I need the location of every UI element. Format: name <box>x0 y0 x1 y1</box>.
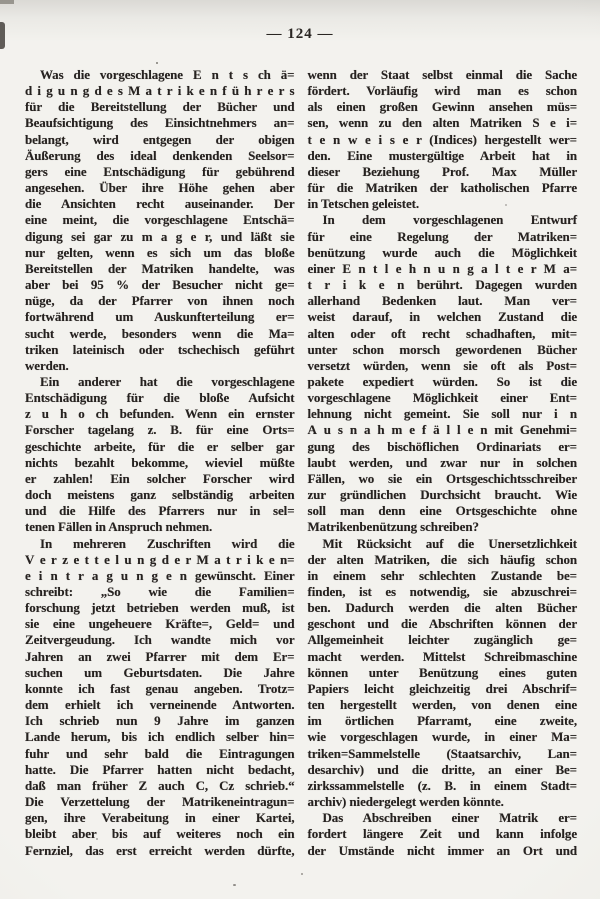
text-line: der alten Matriken, die sich häufig schon <box>307 551 577 567</box>
text-line: dem erhielt ich verneinende Antworten. <box>25 697 295 713</box>
text-line: allerhand Bedenken laut. Man ver= <box>307 293 577 309</box>
text-line: desarchiv) und die dritte, an einer Be= <box>307 761 577 777</box>
text-line: einer E n t l e h n u n g a l t e r M a= <box>307 260 577 276</box>
text-line: Entschädigung für die bloße Aufsicht <box>25 390 295 406</box>
text-line: Ein anderer hat die vorgeschlagene <box>40 373 295 389</box>
text-line: und die Hilfe des Pfarrers nur in sel= <box>25 503 295 519</box>
text-line: alten oder oft recht schadhaften, mit= <box>307 325 577 341</box>
text-line: Mit Rücksicht auf die Unersetzlichkeit <box>322 535 577 551</box>
scan-smudge-corner <box>0 0 14 4</box>
text-line: sen, wenn zu den alten Matriken S e i= <box>307 115 577 131</box>
text-line: tenen Fällen in Anspruch nehmen. <box>25 519 213 535</box>
text-line: zirkssammelstelle (z. B. in einem Stadt= <box>307 777 577 793</box>
text-line: Matrikenbenützung schreiben? <box>307 519 479 535</box>
text-line: Bereitstellen der Matriken handelte, was <box>25 260 295 276</box>
text-line: Das Abschreiben einer Matrik er= <box>322 810 577 826</box>
text-line: gers eine Entschädigung für gebührend <box>25 163 295 179</box>
text-line: schreibt: „So wie die Familien= <box>25 584 295 599</box>
text-line: versetzt würden, wenn sie oft als Post= <box>307 357 577 373</box>
text-line: in Tetschen geleistet. <box>307 196 420 212</box>
text-line: hatte. Die Pfarrer hatten nicht bedacht, <box>25 761 295 777</box>
text-line: nur gelten, wenn es sich um das bloße <box>25 244 295 260</box>
text-line: Allgemeinheit leichter zugänglich ge= <box>307 632 577 648</box>
text-line: Äußerung des ideal denkenden Seelsor= <box>25 147 295 163</box>
text-line: wie vorgeschlagen wurde, in einer Ma= <box>307 729 577 745</box>
text-line: doch meistens ganz selbständig arbeiten <box>25 487 295 503</box>
text-line: Papiers leicht gleichzeitig drei Abschrif= <box>307 680 577 696</box>
text-line: ben. Dadurch werden die alten Bücher <box>307 600 577 616</box>
text-line: dieser Beziehung Prof. Max Müller <box>307 163 577 179</box>
text-line: A u s n a h m e f ä l l e n mit Genehmi= <box>307 422 577 438</box>
text-line: angesehen. Über ihre Höhe gehen aber <box>25 180 295 196</box>
text-line: pakete expediert würden. So ist die <box>307 373 577 389</box>
text-line: nüge, da der Pfarrer von ihnen noch <box>25 293 295 309</box>
text-line: fuhr und sehr bald die Eintragungen <box>25 745 295 761</box>
text-line: weist darauf, in welchen Zustand die <box>307 309 577 325</box>
text-line: fortwährend um Auskunfterteilung er= <box>25 309 295 325</box>
text-line: zur gründlichen Durchsicht braucht. Wie <box>307 487 577 503</box>
text-line: digung sei gar zu m a g e r, und läßt sie <box>25 228 295 244</box>
text-line: archiv) niedergelegt werden könnte. <box>307 794 504 810</box>
text-line: fordert längere Zeit und kann infolge <box>307 826 577 842</box>
text-line: triken lateinisch oder tschechisch geführt <box>25 341 295 357</box>
text-line: in einem sehr schlechten Zustande be= <box>307 567 577 583</box>
text-line: Ich schrieb nun 9 Jahre im ganzen <box>25 713 295 729</box>
text-line: d i g u n g d e s M a t r i k e n f ü h r e r s <box>25 83 295 99</box>
text-line: gung des bischöflichen Ordinariats er= <box>307 438 577 454</box>
text-line: Lande herum, bis ich endlich selber hin= <box>25 729 295 745</box>
text-line: Forscher tagelang z. B. für eine Orts= <box>25 422 295 438</box>
scan-speckle <box>156 62 158 64</box>
text-line: geschont und die Abschriften können der <box>307 616 577 632</box>
text-line: sucht werde, besonders wenn die Ma= <box>25 325 295 341</box>
text-line: t r i k e n berührt. Dagegen wurden <box>307 277 577 293</box>
text-line: benützung wurde auch die Möglichkeit <box>307 244 577 260</box>
text-line: belangt, wird entgegen der obigen <box>25 131 295 147</box>
text-line: z u h o ch befunden. Wenn ein ernster <box>25 406 295 422</box>
text-line: für die Bereitstellung der Bücher und <box>25 99 295 115</box>
scan-speckle <box>301 873 303 875</box>
text-line: Fällen, wo sie ein Ortsgeschichtsschreiber <box>307 470 577 486</box>
text-line: im örtlichen Pfarramt, eine zweite, <box>307 713 577 729</box>
text-line: In mehreren Zuschriften wird die <box>40 535 295 551</box>
text-line: gen, ihre Verabeitung in einer Kartei, <box>25 810 295 826</box>
text-line: daß man früher Z auch C, Cz schrieb.“ <box>25 777 295 793</box>
text-line: V e r z e t t e l u n g d e r M a t r i k e n= <box>25 551 295 567</box>
text-line: konnte ich fast genau angeben. Trotz= <box>25 680 295 696</box>
text-line: Was die vorgeschlagene E n t s ch ä= <box>40 67 295 82</box>
text-line: sie eine ungeheuere Kräfte=, Geld= und <box>25 616 295 632</box>
text-line: können unter Benützung eines guten <box>307 664 577 680</box>
text-line: soll man denn eine Ortsgeschichte ohne <box>307 503 577 519</box>
text-line: fördert. Vorläufig wird man es schon <box>307 83 577 99</box>
text-line: Jahren an zwei Pfarrer mit dem Er= <box>25 648 295 664</box>
text-line: ten hergestellt werden, von denen eine <box>307 697 577 713</box>
text-line: der Umstände nicht immer an Ort und <box>307 842 577 858</box>
text-line: den. Eine mustergültige Arbeit hat in <box>307 147 577 163</box>
text-line: Fernziel, das erst erreicht werden dürfte, <box>25 842 295 858</box>
text-line: er zahlen! Ein solcher Forscher wird <box>25 470 295 486</box>
column-left <box>25 67 295 859</box>
column-right <box>308 67 578 859</box>
text-line: vorgeschlagene Möglichkeit einer Ent= <box>307 390 577 406</box>
page-number: — 124 — <box>266 26 334 42</box>
text-line: wenn der Staat selbst einmal die Sache <box>307 67 577 82</box>
text-line: macht werden. Mittelst Schreibmaschine <box>307 648 577 664</box>
text-line: werden. <box>25 357 69 373</box>
text-line: eine meint, die vorgeschlagene Entschä= <box>25 212 295 228</box>
text-line: als einen großen Gewinn ansehen müs= <box>307 99 577 115</box>
text-line: e i n t r a g u n g e n gewünscht. Einer <box>25 567 295 583</box>
text-columns <box>25 67 577 859</box>
text-line: laubt werden, und zwar nur in solchen <box>307 454 577 470</box>
text-line: aber bei 95 % der Besucher nicht ge= <box>25 277 295 293</box>
text-line: für eine Regelung der Matriken= <box>307 228 577 244</box>
text-line: bleibt aber bis auf weiteres noch ein <box>25 826 295 842</box>
text-line: In dem vorgeschlagenen Entwurf <box>322 212 577 228</box>
text-line: Zeitvergeudung. Ich wandte mich vor <box>25 632 295 648</box>
text-line: die Ansichten recht auseinander. Der <box>25 196 295 212</box>
text-line: suchen um Geburtsdaten. Die Jahre <box>25 664 295 680</box>
text-line: geschichte arbeite, für die er selber gar <box>25 438 295 454</box>
text-line: für die Matriken der katholischen Pfarre <box>307 180 577 196</box>
text-line: nichts bezahlt bekomme, wieviel müßte <box>25 454 295 470</box>
text-line: t e n w e i s e r (Indices) hergestellt wer= <box>307 131 577 147</box>
text-line: Beaufsichtigung des Einsichtnehmers an= <box>25 115 295 131</box>
text-line: Die Verzettelung der Matrikeneintragun= <box>25 794 295 810</box>
text-line: forschung jetzt betrieben werden muß, ist <box>25 600 295 616</box>
text-line: finden, ist es notwendig, sie abzuschrei= <box>307 584 577 599</box>
text-line: unter schon morsch gewordenen Bücher <box>307 341 577 357</box>
scan-speckle <box>233 884 236 886</box>
text-line: triken=Sammelstelle (Staatsarchiv, Lan= <box>307 745 577 761</box>
text-line: lehnung nicht gemeint. Sie soll nur i n <box>307 406 577 422</box>
